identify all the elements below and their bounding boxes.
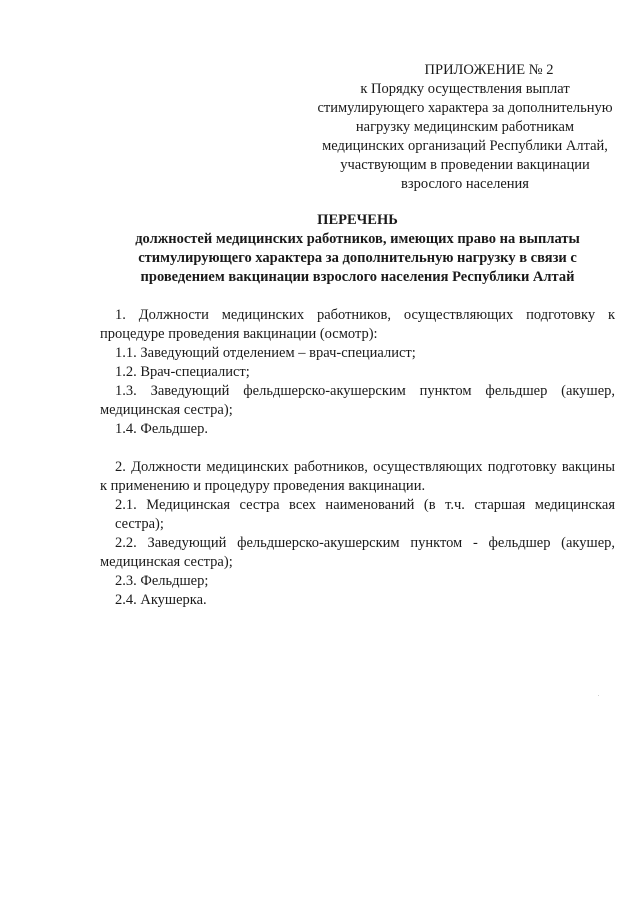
section-1-text: 1. Должности медицинских работников, осуществляющих подготовку к процедуре проведения вакцинации (осмотр):	[100, 307, 615, 342]
section-2-text: 2. Должности медицинских работников, осуществляющих подготовку вакцины к применению и процедуру проведения вакцинации.	[100, 459, 615, 494]
appendix-line: участвующим в проведении вакцинации	[340, 157, 590, 173]
list-item: 1.3. Заведующий фельдшерско-акушерским пунктом фельдшер (акушер, медицинская сестра);	[100, 383, 615, 418]
list-item: 1.4. Фельдшер.	[115, 421, 208, 437]
title-line: должностей медицинских работников, имеющих право на выплаты	[135, 231, 580, 247]
document-body	[100, 306, 615, 610]
list-item: 2.3. Фельдшер;	[115, 573, 209, 589]
list-item: 1.1. Заведующий отделением – врач-специалист;	[115, 345, 416, 361]
appendix-line: к Порядку осуществления выплат	[360, 81, 570, 97]
appendix-header	[300, 61, 630, 194]
section-gap	[100, 439, 615, 458]
title-line: стимулирующего характера за дополнительную нагрузку в связи с	[138, 250, 577, 266]
list-item: 1.2. Врач-специалист;	[115, 364, 250, 380]
title-line: проведением вакцинации взрослого населения Республики Алтай	[140, 269, 575, 285]
document-title	[100, 211, 615, 287]
appendix-line: нагрузку медицинским работникам	[355, 119, 575, 135]
list-item: 2.2. Заведующий фельдшерско-акушерским пунктом - фельдшер (акушер, медицинская сестра);	[100, 535, 615, 570]
appendix-number: ПРИЛОЖЕНИЕ № 2	[424, 62, 554, 78]
list-item: 2.1. Медицинская сестра всех наименований (в т.ч. старшая медицинская сестра);	[115, 497, 615, 532]
title-heading: ПЕРЕЧЕНЬ	[317, 212, 398, 228]
scan-speck	[598, 695, 599, 696]
appendix-line: стимулирующего характера за дополнительную	[317, 100, 613, 116]
list-item: 2.4. Акушерка.	[115, 592, 207, 608]
appendix-line: медицинских организаций Республики Алтай,	[322, 138, 608, 154]
appendix-line: взрослого населения	[401, 176, 529, 192]
